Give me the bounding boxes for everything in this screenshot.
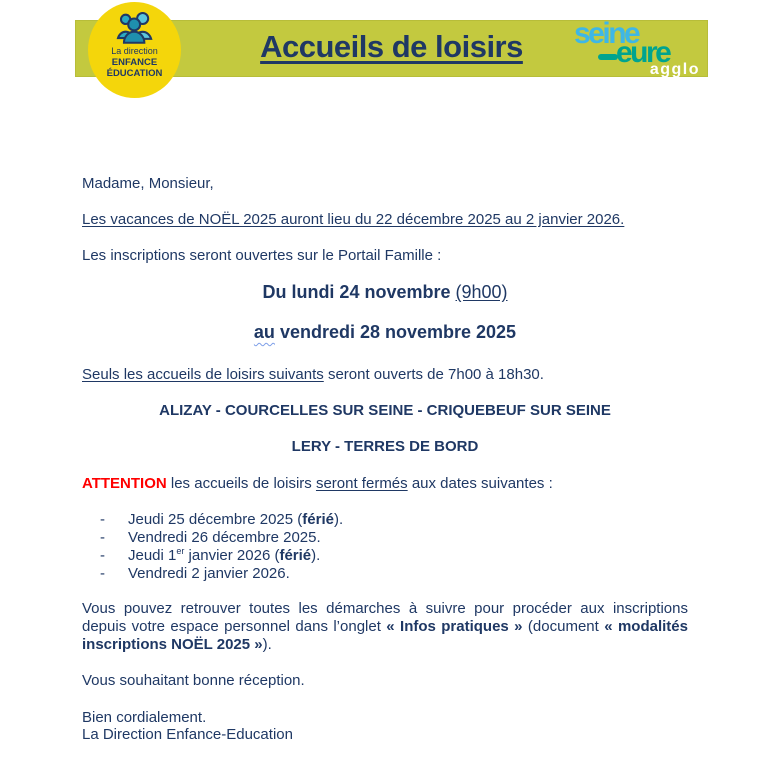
info-bold2: « modalités inscriptions NOËL 2025 » — [82, 618, 688, 653]
item-text: Vendredi 26 décembre 2025. — [128, 529, 321, 546]
date-to-line — [82, 323, 688, 341]
info-part3: ). — [262, 636, 272, 653]
date-from-line — [82, 283, 688, 301]
attention-mid: les accueils de loisirs — [166, 475, 316, 492]
list-item — [82, 565, 688, 583]
date-from-time: (9h00) — [455, 282, 508, 302]
ouverts-underlined: Seuls les accueils de loisirs suivants — [82, 366, 324, 383]
ouverts-rest: seront ouverts de 7h00 à 18h30. — [323, 366, 544, 383]
item-text: Vendredi 2 janvier 2026. — [128, 565, 290, 582]
list-item — [82, 529, 688, 547]
item-mid: janvier 2026 ( — [184, 547, 280, 564]
list-item — [82, 511, 688, 529]
bullet-dash: - — [100, 565, 105, 582]
item-text: Jeudi 25 décembre 2025 ( — [128, 511, 303, 528]
closing-line-1: Bien cordialement. — [82, 709, 207, 726]
seine-eure-agglo-logo — [572, 17, 702, 78]
bullet-dash: - — [100, 547, 105, 564]
info-bold1: « Infos pratiques » — [386, 618, 523, 635]
direction-badge — [88, 2, 181, 98]
item-bold: férié — [302, 511, 334, 528]
closing-line-2: La Direction Enfance-Education — [82, 726, 293, 743]
attention-underlined: seront fermés — [315, 475, 408, 492]
date-to-rest: vendredi 28 novembre 2025 — [274, 322, 517, 342]
logo-word-agglo: agglo — [649, 61, 700, 78]
bullet-dash: - — [100, 511, 105, 528]
date-to-au: au — [253, 322, 275, 342]
ouverts-line — [82, 366, 688, 384]
item-post: ). — [333, 511, 344, 528]
attention-word: ATTENTION — [82, 475, 167, 492]
bullet-dash: - — [100, 529, 105, 546]
item-bold: férié — [279, 547, 312, 564]
item-text: Jeudi 1 — [128, 547, 177, 564]
page-title: Accueils de loisirs — [260, 29, 523, 64]
info-paragraph — [82, 600, 688, 654]
list-item — [82, 547, 688, 565]
vacances-underlined-text: Les vacances de NOËL 2025 auront lieu du 22 décembre 2025 au 2 janvier 2026. — [82, 211, 625, 228]
centers-line-2: LERY - TERRES DE BORD — [291, 438, 479, 455]
reception-line: Vous souhaitant bonne réception. — [82, 672, 305, 689]
attention-rest: aux dates suivantes : — [407, 475, 553, 492]
logo-word-eure: eure — [616, 36, 670, 69]
info-part2: (document — [522, 618, 605, 635]
item-post: ). — [311, 547, 321, 564]
badge-line2: ENFANCE — [111, 57, 158, 68]
date-from-bold: Du lundi 24 novembre — [262, 282, 456, 302]
badge-line3: ÉDUCATION — [106, 68, 163, 79]
vacances-line — [82, 211, 688, 229]
attention-line — [82, 475, 688, 493]
logo-word-seine: seine — [574, 17, 639, 50]
item-sup: er — [176, 546, 185, 556]
badge-line1: La direction — [111, 46, 158, 56]
inscriptions-line: Les inscriptions seront ouvertes sur le Portail Famille : — [82, 247, 442, 264]
closed-dates-list — [82, 511, 688, 583]
logo-dash-shape — [598, 54, 618, 60]
centers-line-1: ALIZAY - COURCELLES SUR SEINE - CRIQUEBEUF SUR SEINE — [159, 402, 611, 419]
info-part1: Vous pouvez retrouver toutes les démarches à suivre pour procéder aux inscriptions depuis votre espace personnel dans l’onglet — [82, 600, 688, 635]
people-icon — [114, 10, 156, 44]
salutation: Madame, Monsieur, — [82, 175, 214, 192]
